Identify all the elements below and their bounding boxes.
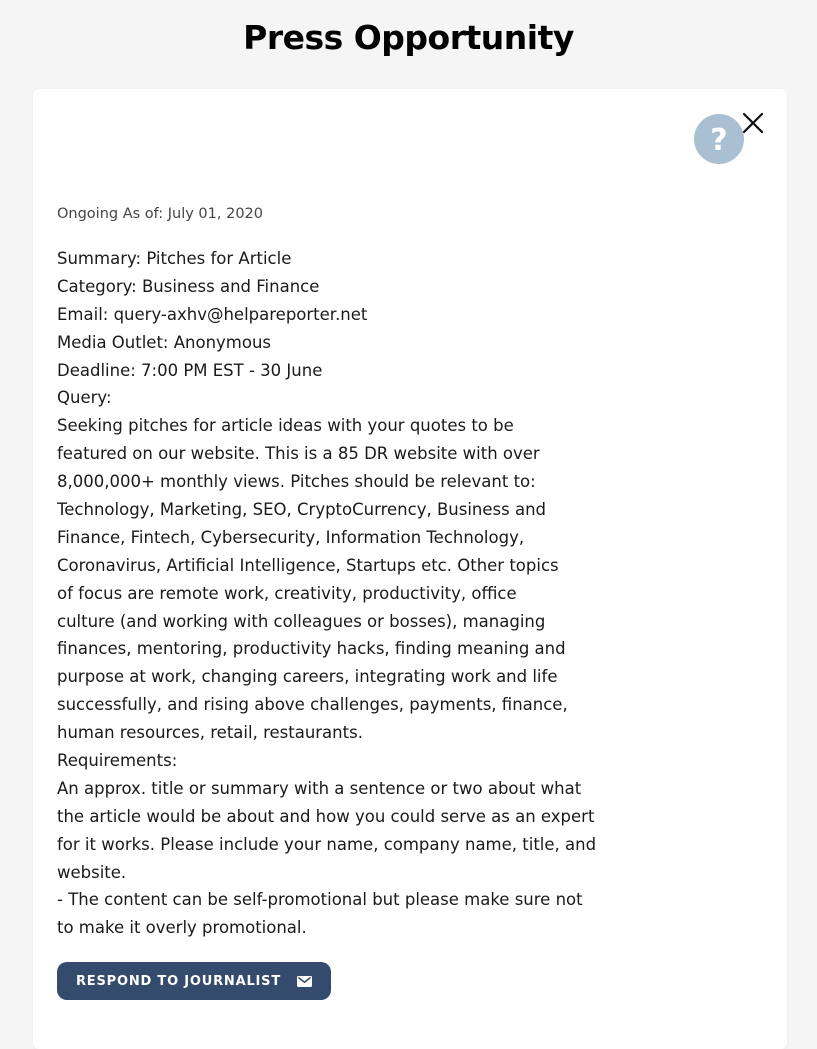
close-icon	[741, 111, 765, 135]
requirements-text-line: - The content can be self-promotional but please make sure not	[57, 890, 583, 910]
respond-button-label: RESPOND TO JOURNALIST	[75, 973, 282, 989]
respond-to-journalist-button[interactable]	[57, 962, 331, 1000]
query-text-line: 8,000,000+ monthly views. Pitches should be relevant to:	[57, 472, 536, 492]
help-button[interactable]	[694, 114, 744, 164]
status-line: Ongoing As of: July 01, 2020	[57, 206, 264, 222]
opportunity-details	[57, 245, 617, 942]
detail-query-heading: Query:	[57, 388, 112, 408]
close-button[interactable]	[741, 111, 765, 135]
query-text-line: purpose at work, changing careers, integrating work and life	[57, 667, 558, 687]
question-mark-icon	[706, 124, 732, 154]
requirements-text-line: for it works. Please include your name, company name, title, and	[57, 834, 597, 854]
query-text-line: Seeking pitches for article ideas with your quotes to be	[57, 416, 514, 436]
detail-media-outlet: Media Outlet: Anonymous	[57, 332, 272, 352]
query-text-line: human resources, retail, restaurants.	[57, 723, 363, 743]
requirements-text-line: the article would be about and how you could serve as an expert	[57, 806, 595, 826]
query-text-line: featured on our website. This is a 85 DR website with over	[57, 444, 540, 464]
query-text-line: Coronavirus, Artificial Intelligence, Startups etc. Other topics	[57, 555, 559, 575]
query-text-line: Technology, Marketing, SEO, CryptoCurrency, Business and	[57, 500, 546, 520]
detail-deadline: Deadline: 7:00 PM EST - 30 June	[57, 360, 323, 380]
detail-requirements-heading: Requirements:	[57, 751, 178, 771]
svg-text:?: ?	[710, 124, 728, 154]
query-text-line: finances, mentoring, productivity hacks, finding meaning and	[57, 639, 566, 659]
requirements-text-line: website.	[57, 862, 127, 882]
query-text-line: culture (and working with colleagues or bosses), managing	[57, 611, 546, 631]
detail-category: Category: Business and Finance	[57, 276, 320, 296]
detail-email: Email: query-axhv@helpareporter.net	[57, 304, 368, 324]
query-text-line: successfully, and rising above challenges, payments, finance,	[57, 695, 568, 715]
query-text-line: of focus are remote work, creativity, productivity, office	[57, 583, 517, 603]
detail-summary: Summary: Pitches for Article	[57, 249, 292, 268]
mail-icon	[297, 976, 312, 987]
page-title: Press Opportunity	[243, 18, 574, 57]
query-text-line: Finance, Fintech, Cybersecurity, Information Technology,	[57, 527, 525, 547]
requirements-text-line: An approx. title or summary with a sentence or two about what	[57, 778, 582, 798]
requirements-text-line: to make it overly promotional.	[57, 918, 307, 938]
